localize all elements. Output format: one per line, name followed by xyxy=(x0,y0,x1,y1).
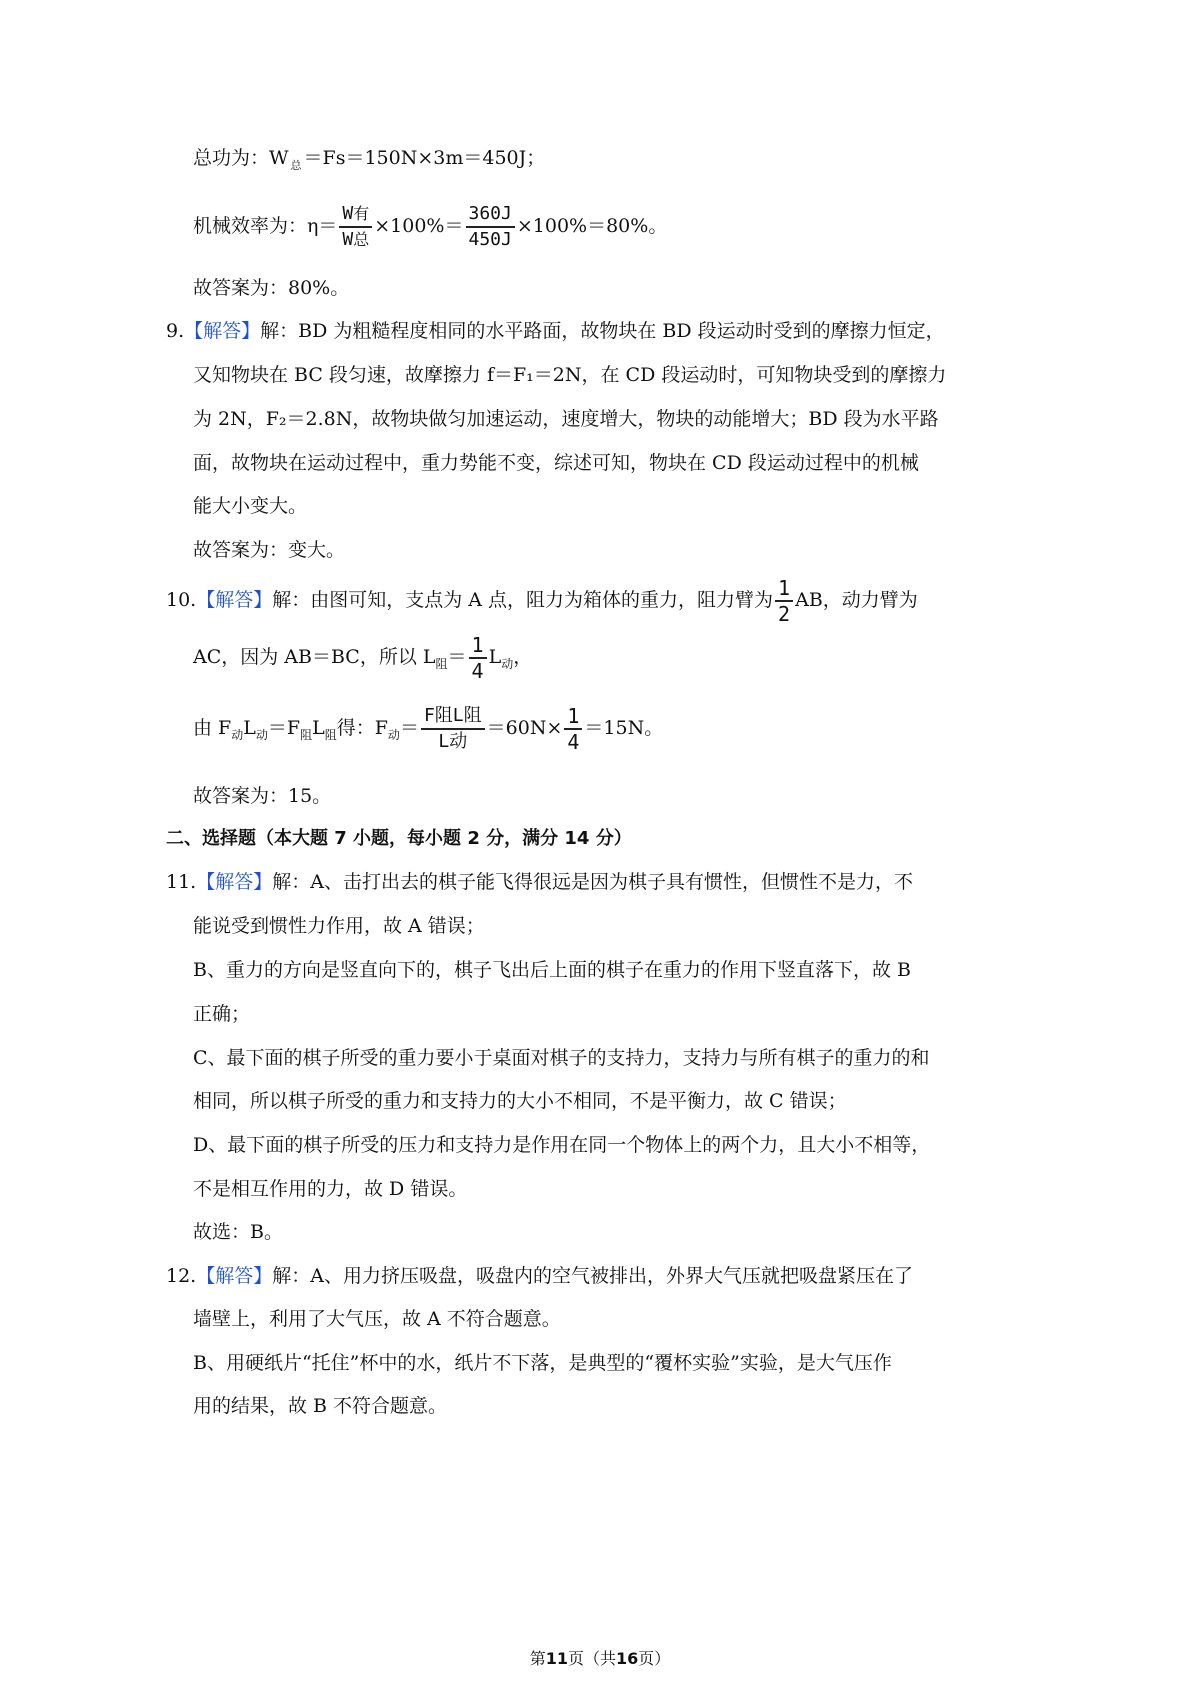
q9-text-1: 解：BD 为粗糙程度相同的水平路面，故物块在 BD 段运动时受到的摩擦力恒定， xyxy=(260,320,945,342)
total-work-prefix: 总功为：W xyxy=(193,147,289,169)
q11-line-6: 相同，所以棋子所受的重力和支持力的大小不相同，不是平衡力，故 C 错误； xyxy=(193,1090,847,1112)
q12-line-4: 用的结果，故 B 不符合题意。 xyxy=(193,1395,448,1417)
quarter2-top: 1 xyxy=(567,704,580,728)
q10-l3-a: 由 F xyxy=(193,717,232,739)
answer-8: 故答案为：80%。 xyxy=(193,277,350,299)
quarter2-bot: 4 xyxy=(567,730,580,754)
q12-line-3: B、用硬纸片“托住”杯中的水，纸片不下落，是典型的“覆杯实验”实验，是大气压作 xyxy=(193,1352,892,1374)
q10-answer: 故答案为：15。 xyxy=(193,785,332,807)
frac2-top: 360J xyxy=(468,203,512,224)
efficiency-fraction-1 xyxy=(339,203,372,251)
footer-pre: 第 xyxy=(529,1649,546,1668)
frac1-top-sub: 有 xyxy=(353,204,370,223)
q10-l3-d: L xyxy=(312,717,325,739)
footer-post: 页） xyxy=(638,1649,671,1668)
total-work-line xyxy=(193,145,545,174)
footer-total-pages: 16 xyxy=(616,1649,639,1668)
q9-line-5: 能大小变大。 xyxy=(193,495,308,517)
q12-number: 12. xyxy=(166,1265,197,1287)
q10-l3-c: ＝F xyxy=(267,717,301,739)
q10-line2-eq: ＝ xyxy=(447,646,467,668)
q10-line2-prefix: AC，因为 AB＝BC，所以 L xyxy=(193,646,436,668)
q9-answer: 故答案为：变大。 xyxy=(193,539,346,561)
q11-text-1: 解：A、击打出去的棋子能飞得很远是因为棋子具有惯性，但惯性不是力，不 xyxy=(272,871,913,893)
q10-l3-f: ＝ xyxy=(399,717,419,739)
q10-line2-end: ， xyxy=(513,646,533,668)
q10-l3-h: ＝15N。 xyxy=(584,717,664,739)
q10-line2-L: L xyxy=(488,646,502,668)
footer-page-number: 11 xyxy=(545,1649,568,1668)
q11-line-9: 故选：B。 xyxy=(193,1221,283,1243)
efficiency-suffix: ×100%＝80%。 xyxy=(516,215,668,237)
q11-line-2: 能说受到惯性力作用，故 A 错误； xyxy=(193,915,485,937)
q10-l3-sub-d: 阻 xyxy=(324,728,337,742)
q10-force-fraction xyxy=(421,705,485,753)
q11-line-5: C、最下面的棋子所受的重力要小于桌面对棋子的支持力，支持力与所有棋子的重力的和 xyxy=(193,1047,930,1069)
q10-l3-sub-a: 动 xyxy=(231,728,244,742)
q10-l3-g: ＝60N× xyxy=(486,717,563,739)
q11-line-4: 正确； xyxy=(193,1003,251,1025)
total-work-sub: 总 xyxy=(290,159,302,172)
efficiency-mid: ×100%＝ xyxy=(374,215,464,237)
q12-line-2: 墙壁上，利用了大气压，故 A 不符合题意。 xyxy=(193,1308,561,1330)
total-work-rest: ＝Fs＝150N×3m＝450J； xyxy=(303,147,546,169)
efficiency-prefix: 机械效率为：η＝ xyxy=(193,215,338,237)
half-top: 1 xyxy=(778,576,791,600)
frac1-top: W xyxy=(342,203,354,224)
q9-number: 9. xyxy=(166,320,185,342)
q9-line-2: 又知物块在 BC 段匀速，故摩擦力 f＝F₁＝2N，在 CD 段运动时，可知物块受到的摩擦力 xyxy=(193,364,947,386)
half-bot: 2 xyxy=(778,602,791,626)
footer-mid: 页（共 xyxy=(567,1649,616,1668)
force-frac-bot: L动 xyxy=(438,731,468,752)
q10-tag: 【解答】 xyxy=(196,589,273,611)
q10-line1-suffix: AB，动力臂为 xyxy=(795,589,918,611)
efficiency-line xyxy=(193,199,667,253)
q11-tag: 【解答】 xyxy=(196,871,273,893)
q9-line-3: 为 2N，F₂＝2.8N，故物块做匀加速运动，速度增大，物块的动能增大；BD 段为水平路 xyxy=(193,408,939,430)
efficiency-fraction-2 xyxy=(466,203,515,251)
q11-line-7: D、最下面的棋子所受的压力和支持力是作用在同一个物体上的两个力，且大小不相等， xyxy=(193,1134,931,1156)
q10-line1-prefix: 解：由图可知，支点为 A 点，阻力为箱体的重力，阻力臂为 xyxy=(272,589,774,611)
q11-number: 11. xyxy=(166,871,197,893)
section-2-title: 二、选择题（本大题 7 小题，每小题 2 分，满分 14 分） xyxy=(166,828,632,849)
q10-line-3 xyxy=(193,700,663,758)
frac1-bot-sub: 总 xyxy=(353,230,370,249)
frac2-bot: 450J xyxy=(468,229,512,250)
q10-line2-sub2: 动 xyxy=(501,657,514,671)
q10-l3-e: 得：F xyxy=(336,717,388,739)
frac1-bot: W xyxy=(342,229,354,250)
q12-text-1: 解：A、用力挤压吸盘，吸盘内的空气被排出，外界大气压就把吸盘紧压在了 xyxy=(272,1265,913,1287)
q9-line-1 xyxy=(166,318,945,344)
quarter-bot: 4 xyxy=(471,659,484,683)
q11-line-8: 不是相互作用的力，故 D 错误。 xyxy=(193,1178,468,1200)
q9-line-4: 面，故物块在运动过程中，重力势能不变，综述可知，物块在 CD 段运动过程中的机械 xyxy=(193,452,919,474)
q10-quarter-fraction xyxy=(469,634,487,682)
q10-l3-sub-c: 阻 xyxy=(300,728,313,742)
q11-line-1 xyxy=(166,869,913,895)
force-frac-top: F阻L阻 xyxy=(423,705,482,726)
q10-l3-sub-b: 动 xyxy=(255,728,268,742)
page-footer xyxy=(0,1646,1200,1669)
q12-tag: 【解答】 xyxy=(196,1265,273,1287)
q9-tag: 【解答】 xyxy=(184,320,261,342)
q10-half-fraction xyxy=(775,577,793,625)
q10-line-1 xyxy=(166,574,918,626)
q10-number: 10. xyxy=(166,589,197,611)
q10-l3-b: L xyxy=(243,717,256,739)
q11-line-3: B、重力的方向是竖直向下的，棋子飞出后上面的棋子在重力的作用下竖直落下，故 B xyxy=(193,959,911,981)
q12-line-1 xyxy=(166,1263,913,1289)
q10-line-2 xyxy=(193,631,532,685)
q10-quarter-fraction-2 xyxy=(564,705,582,753)
q10-line2-sub1: 阻 xyxy=(435,657,448,671)
q10-l3-sub-e: 动 xyxy=(387,728,400,742)
quarter-top: 1 xyxy=(471,633,484,657)
